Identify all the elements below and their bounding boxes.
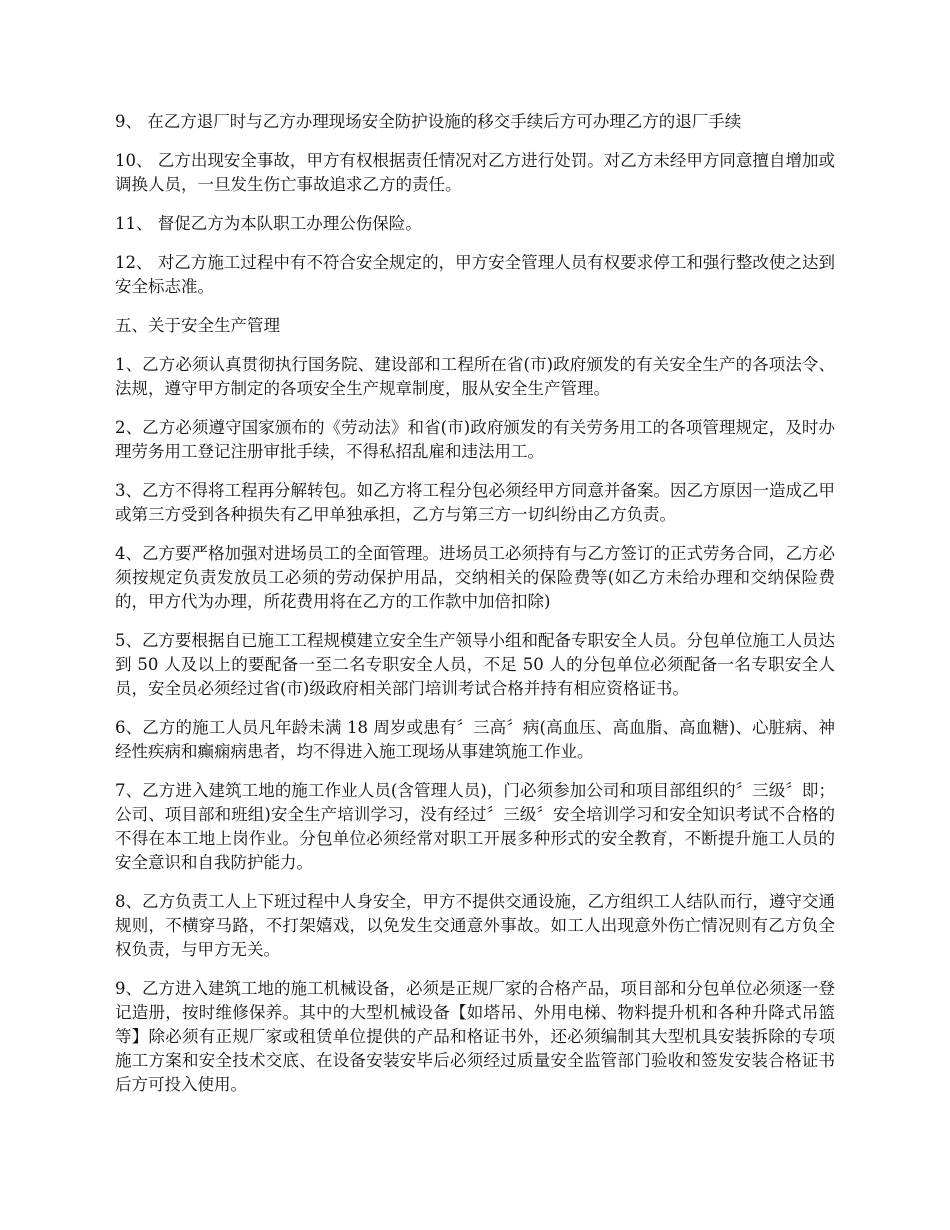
paragraph-safety-3-subcontracting: 3、乙方不得将工程再分解转包。如乙方将工程分包必须经甲方同意并备案。因乙方原因一造成乙甲或第三方受到各种损失有乙甲单独承担，乙方与第三方一切纠纷由乙方负责。 [115,481,835,524]
section-heading-safety-management: 五、关于安全生产管理 [115,316,280,335]
paragraph-item-9-handover: 9、 在乙方退厂时与乙方办理现场安全防护设施的移交手续后方可办理乙方的退厂手续 [115,112,742,131]
paragraph-safety-1-regulations: 1、乙方必须认真贯彻执行国务院、建设部和工程所在省(市)政府颁发的有关安全生产的各项法令、法规，遵守甲方制定的各项安全生产规章制度，服从安全生产管理。 [115,355,835,398]
paragraph-safety-4-staff-management: 4、乙方要严格加强对进场员工的全面管理。进场员工必须持有与乙方签订的正式劳务合同，乙方必须按规定负责发放员工必须的劳动保护用品，交纳相关的保险费等(如乙方未给办理和交纳保险费的，甲方代为办理，所花费用将在乙方的工作款中加倍扣除) [115,544,835,611]
paragraph-safety-5-safety-personnel: 5、乙方要根据自已施工工程规模建立安全生产领导小组和配备专职安全人员。分包单位施工人员达到 50 人及以上的要配备一至二名专职安全人员，不足 50 人的分包单位必须配备一名专职安全人员，安全员必须经过省(市)级政府相关部门培训考试合格并持有相应资格证书。 [115,631,835,698]
paragraph-safety-9-machinery: 9、乙方进入建筑工地的施工机械设备，必须是正规厂家的合格产品，项目部和分包单位必须逐一登记造册，按时维修保养。其中的大型机械设备【如塔吊、外用电梯、物料提升机和各种升降式吊篮等】除必须有正规厂家或租赁单位提供的产品和格证书外，还必须编制其大型机具安装拆除的专项施工方案和安全技术交底、在设备安装安毕后必须经过质量安全监管部门验收和签发安装合格证书后方可投入使用。 [115,979,835,1094]
paragraph-safety-2-labor-law: 2、乙方必须遵守国家颁布的《劳动法》和省(市)政府颁发的有关劳务用工的各项管理规定，及时办理劳务用工登记注册审批手续，不得私招乱雇和违法用工。 [115,418,835,461]
paragraph-safety-7-training: 7、乙方进入建筑工地的施工作业人员(含管理人员)，门必须参加公司和项目部组织的〞三级〞即；公司、项目部和班组)安全生产培训学习，没有经过〞三级〞安全培训学习和安全知识考试不合格的不得在本工地上岗作业。分包单位必须经常对职工开展多种形式的安全教育，不断提升施工人员的安全意识和自我防护能力。 [115,781,835,872]
paragraph-item-12-stop-work: 12、 对乙方施工过程中有不符合安全规定的，甲方安全管理人员有权要求停工和强行整改使之达到安全标志准。 [115,253,835,296]
paragraph-item-11-injury-insurance: 11、 督促乙方为本队职工办理公伤保险。 [115,214,422,233]
paragraph-item-10-accident-penalty: 10、 乙方出现安全事故，甲方有权根据责任情况对乙方进行处罚。对乙方未经甲方同意擅自增加或调换人员，一旦发生伤亡事故追求乙方的责任。 [115,151,835,194]
document-page [115,110,835,1112]
paragraph-safety-6-age-health: 6、乙方的施工人员凡年龄未满 18 周岁或患有〞三高〞病(高血压、高血脂、高血糖)、心脏病、神经性疾病和癫痫病患者，均不得进入施工现场从事建筑施工作业。 [115,718,835,761]
paragraph-safety-8-commute: 8、乙方负责工人上下班过程中人身安全，甲方不提供交通设施，乙方组织工人结队而行，遵守交通规则，不横穿马路，不打架嬉戏，以免发生交通意外事故。如工人出现意外伤亡情况则有乙方负全权负责，与甲方无关。 [115,892,835,959]
